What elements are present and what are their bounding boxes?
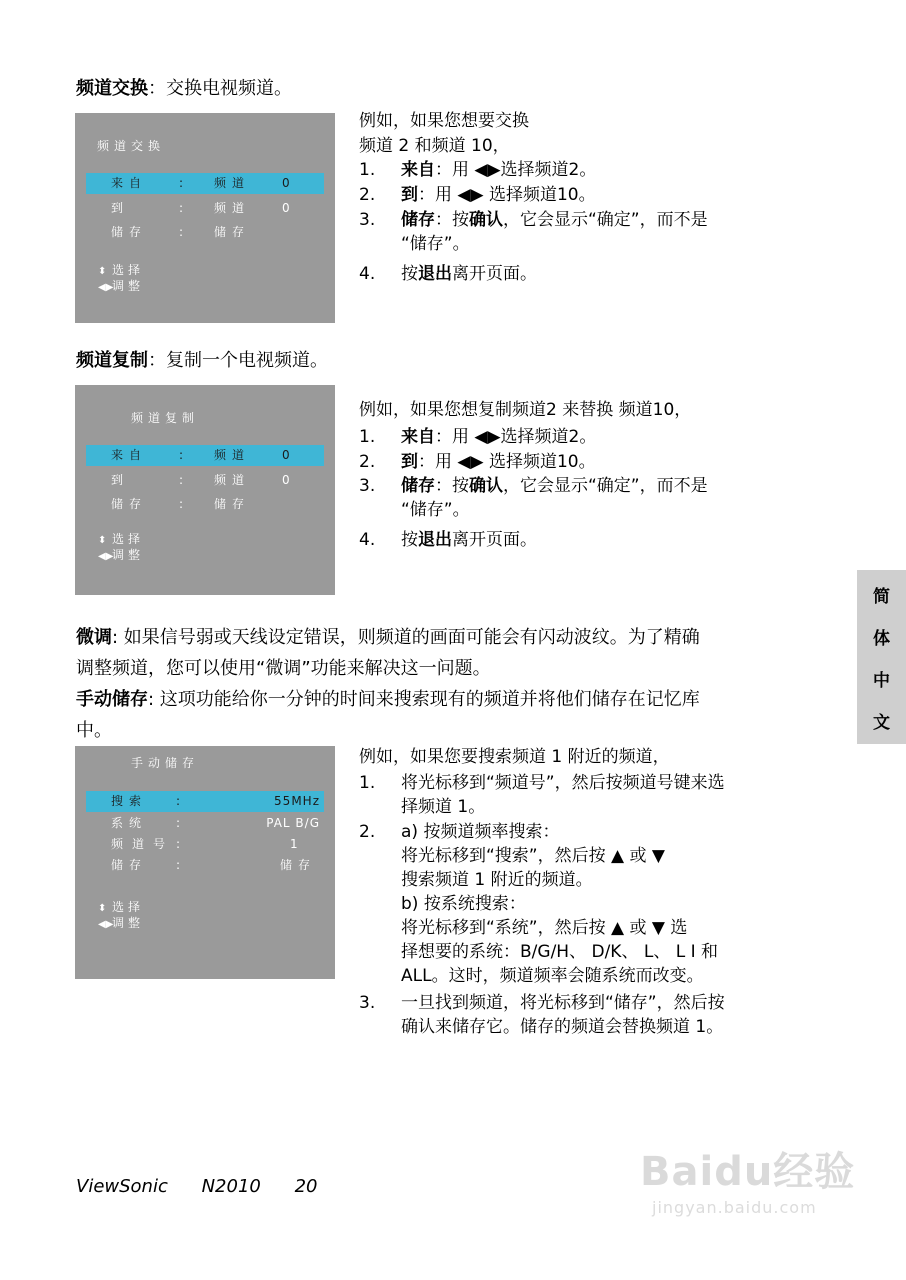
step-text: ：用 ◀▶ 选择频道10。 <box>418 452 596 472</box>
step-text: 按 <box>401 530 418 550</box>
side-tab-char: 体 <box>873 629 890 649</box>
step-text: 将光标移到“系统”，然后按 ▲ 或 ▼ 选 <box>401 918 688 938</box>
intro-copy <box>359 398 691 423</box>
legend-select-label: 选择 <box>112 900 145 914</box>
osd-menu-swap <box>75 113 335 323</box>
side-tab-char: 中 <box>873 671 890 691</box>
osd-row-label: 到 <box>111 201 130 215</box>
step-keyword: 确认 <box>469 210 503 230</box>
footer-brand: ViewSonic <box>76 1176 168 1197</box>
osd-row-value: 频道 <box>214 201 251 215</box>
osd-row-label: 储存 <box>111 858 148 872</box>
step-text: 离开页面。 <box>452 530 537 550</box>
osd-row-label: 储存 <box>111 497 148 511</box>
osd-row-value: PAL B/G <box>266 816 320 830</box>
osd-row-colon: : <box>179 176 190 190</box>
step-text: a) 按频道频率搜索： <box>401 822 560 842</box>
step-text: 搜索频道 1 附近的频道。 <box>401 870 593 890</box>
osd-row <box>86 494 324 515</box>
osd-title: 频道复制 <box>131 411 200 425</box>
intro-line: 频道 2 和频道 10， <box>359 136 510 156</box>
osd-row-value: 储存 <box>279 858 316 872</box>
osd-row-value: 频道 <box>214 448 251 462</box>
osd-row-colon: : <box>179 473 190 487</box>
section-title: 频道复制 <box>76 350 148 371</box>
osd-row-value: 储存 <box>214 497 251 511</box>
step-number: 2. <box>359 822 376 842</box>
osd-row <box>86 855 324 876</box>
osd-title: 手动储存 <box>131 756 200 770</box>
fine-tune-paragraph <box>76 622 836 746</box>
step-text: ，它会显示“确定”，而不是 <box>503 210 708 230</box>
step-text: ALL。这时，频道频率会随系统而改变。 <box>401 966 704 986</box>
step-keyword: 退出 <box>418 530 452 550</box>
side-tab-char: 简 <box>873 587 890 607</box>
osd-row <box>86 222 324 243</box>
step-text: ：用 ◀▶选择频道2。 <box>435 160 597 180</box>
step-text: 择想要的系统：B/G/H、 D/K、 L、 L I 和 <box>401 942 719 962</box>
section-title: 手动储存 <box>76 689 148 710</box>
osd-row-number: 0 <box>282 201 296 215</box>
left-right-arrows-icon: ◀▶ <box>98 551 114 562</box>
left-right-arrows-icon: ◀▶ <box>98 919 114 930</box>
step-text: ：按 <box>435 476 469 496</box>
intro-line: 例如，如果您想要交换 <box>359 111 529 131</box>
osd-row-number: 0 <box>282 473 296 487</box>
step-text: 离开页面。 <box>452 264 537 284</box>
osd-row <box>86 791 324 812</box>
step-keyword: 储存 <box>401 476 435 496</box>
up-down-arrows-icon: ⬍ <box>98 535 107 546</box>
osd-row-number: 0 <box>282 448 296 462</box>
step-keyword: 来自 <box>401 160 435 180</box>
step-text: 将光标移到“频道号”，然后按频道号键来选 <box>401 773 725 793</box>
step-keyword: 确认 <box>469 476 503 496</box>
osd-row-colon: : <box>179 448 190 462</box>
osd-legend <box>98 900 144 932</box>
step-text: 按 <box>401 264 418 284</box>
up-down-arrows-icon: ⬍ <box>98 903 107 914</box>
watermark-logo: Baidu经验 <box>640 1149 856 1195</box>
osd-title: 频道交换 <box>97 139 166 153</box>
up-down-arrows-icon: ⬍ <box>98 266 107 277</box>
footer-model: N2010 <box>201 1176 261 1197</box>
step-text: “储存”。 <box>401 500 470 520</box>
section-desc: ：复制一个电视频道。 <box>148 350 328 371</box>
osd-row-colon: : <box>179 497 190 511</box>
step-number: 3. <box>359 993 376 1013</box>
section-title: 频道交换 <box>76 78 148 99</box>
osd-row <box>86 813 324 834</box>
osd-row-colon: : <box>176 794 187 808</box>
osd-row-label: 频道号 <box>111 837 175 851</box>
page-footer <box>76 1176 346 1197</box>
osd-row-label: 搜索 <box>111 794 148 808</box>
step-text: ：用 ◀▶ 选择频道10。 <box>418 185 596 205</box>
step-keyword: 退出 <box>418 264 452 284</box>
osd-row-label: 系统 <box>111 816 148 830</box>
step-number: 4. <box>359 530 376 550</box>
step-text: 择频道 1。 <box>401 797 486 817</box>
osd-row-colon: : <box>176 858 187 872</box>
language-side-tab <box>857 570 906 744</box>
osd-row-colon: : <box>176 837 187 851</box>
left-right-arrows-icon: ◀▶ <box>98 282 114 293</box>
osd-row <box>86 445 324 466</box>
osd-row-number: 0 <box>282 176 296 190</box>
osd-row-label: 到 <box>111 473 130 487</box>
step-text: ，它会显示“确定”，而不是 <box>503 476 708 496</box>
osd-menu-manual <box>75 746 335 979</box>
osd-row-colon: : <box>176 816 187 830</box>
step-number: 1. <box>359 773 376 793</box>
osd-menu-copy <box>75 385 335 595</box>
section-desc: : 这项功能给你一分钟的时间来搜索现有的频道并将他们储存在记忆库 <box>148 689 700 710</box>
step-number: 1. <box>359 160 376 180</box>
osd-row-value: 储存 <box>214 225 251 239</box>
step-number: 3. <box>359 476 376 496</box>
legend-adjust-label: 调整 <box>112 548 145 562</box>
legend-adjust-label: 调整 <box>112 279 145 293</box>
osd-row-colon: : <box>179 201 190 215</box>
section-desc: ：交换电视频道。 <box>148 78 292 99</box>
osd-row-label: 来自 <box>111 448 148 462</box>
section-heading-swap <box>76 76 292 102</box>
step-keyword: 到 <box>401 185 418 205</box>
legend-select-label: 选择 <box>112 532 145 546</box>
section-desc: : 如果信号弱或天线设定错误，则频道的画面可能会有闪动波纹。为了精确 <box>112 627 700 648</box>
osd-row <box>86 470 324 491</box>
section-desc-cont: 中。 <box>76 720 112 741</box>
page-number: 20 <box>294 1176 318 1197</box>
intro-manual: 例如，如果您要搜索频道 1 附近的频道， <box>359 747 670 767</box>
step-number: 3. <box>359 210 376 230</box>
osd-row-colon: : <box>179 225 190 239</box>
osd-row <box>86 198 324 219</box>
legend-adjust-label: 调整 <box>112 916 145 930</box>
section-desc-cont: 调整频道，您可以使用“微调”功能来解决这一问题。 <box>76 658 491 679</box>
step-number: 2. <box>359 185 376 205</box>
osd-row-value: 频道 <box>214 473 251 487</box>
osd-row <box>86 173 324 194</box>
intro-line: 例如，如果您想复制频道2 来替换 频道10， <box>359 400 692 420</box>
osd-legend <box>98 532 144 564</box>
baidu-watermark <box>640 1140 870 1240</box>
step-text: ：用 ◀▶选择频道2。 <box>435 427 597 447</box>
section-heading-copy <box>76 348 328 374</box>
watermark-url: jingyan.baidu.com <box>652 1198 817 1217</box>
side-tab-char: 文 <box>873 713 890 733</box>
step-keyword: 到 <box>401 452 418 472</box>
intro-swap <box>359 109 529 159</box>
osd-row-label: 储存 <box>111 225 148 239</box>
osd-row-label: 来自 <box>111 176 148 190</box>
section-title: 微调 <box>76 627 112 648</box>
step-text: ：按 <box>435 210 469 230</box>
osd-row <box>86 834 324 855</box>
osd-legend <box>98 263 144 295</box>
step-text: 一旦找到频道，将光标移到“储存”，然后按 <box>401 993 725 1013</box>
step-number: 4. <box>359 264 376 284</box>
osd-row-value: 频道 <box>214 176 251 190</box>
step-text: b) 按系统搜索： <box>401 894 526 914</box>
osd-row-value: 1 <box>290 837 299 851</box>
step-text: “储存”。 <box>401 234 470 254</box>
step-text: 将光标移到“搜索”，然后按 ▲ 或 ▼ <box>401 846 665 866</box>
step-text: 确认来储存它。储存的频道会替换频道 1。 <box>401 1017 724 1037</box>
step-keyword: 储存 <box>401 210 435 230</box>
legend-select-label: 选择 <box>112 263 145 277</box>
step-number: 2. <box>359 452 376 472</box>
step-keyword: 来自 <box>401 427 435 447</box>
osd-row-value: 55MHz <box>274 794 320 808</box>
step-number: 1. <box>359 427 376 447</box>
